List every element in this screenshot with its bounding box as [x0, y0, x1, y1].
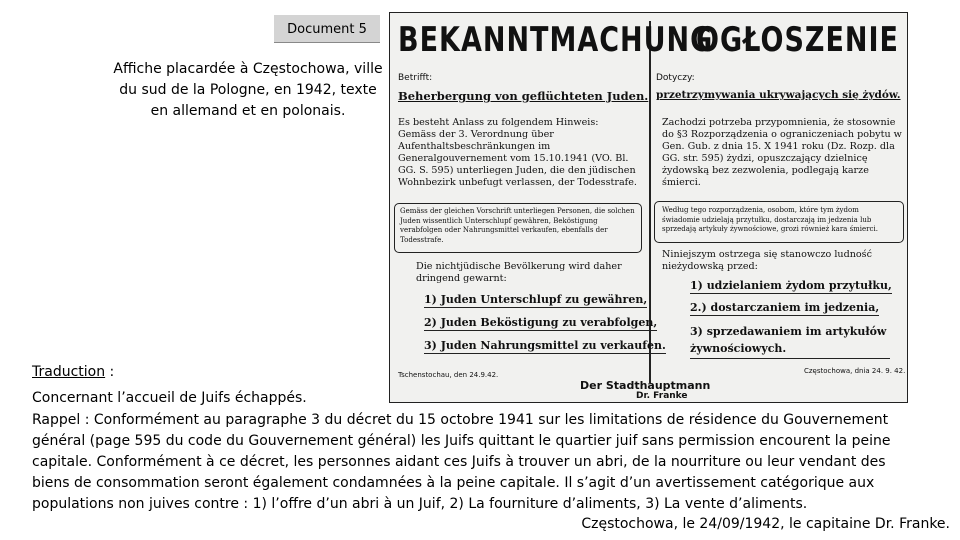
document-label: Document 5 [274, 15, 380, 43]
translation-body: Rappel : Conformément au paragraphe 3 du décret du 15 octobre 1941 sur les limitations de résidence du Gouvernement général (page 595 du code du Gouvernement général) les Juifs quittant le quartier juif sans permission encourent la peine capitale. Conformément à ce décret, les personnes aidant ces Juifs à trouver un abri, de la nourriture ou leur vendant des biens de consommation seront également condamnées à la peine capitale. Il s’agit d’un avertissement catégorique aux populations non juives contre : 1) l’offre d’un abri à un Juif, 2) La fourniture d’aliments, 3) La vente d’aliments. [32, 412, 891, 512]
poster-image [389, 12, 908, 403]
polish-warning: Niniejszym ostrzega się stanowczo ludność nieżydowską przed: [662, 249, 872, 272]
german-item-3: 3) Juden Nahrungsmittel zu verkaufen. [424, 339, 666, 352]
german-subject-label: Betrifft: [398, 73, 433, 83]
translation-label-text: Traduction [32, 364, 106, 380]
polish-intro: Zachodzi potrzeba przypomnienia, że stosownie do §3 Rozporządzenia o ograniczeniach pobytu w Gen. Gub. z dnia 15. X 1941 roku (Dz. Rozp. dla GG. str. 595) żydzi, opuszczający dzielnicę żydowską bez zezwolenia, podlegają karze śmierci. [662, 117, 902, 188]
poster-signature-title: Der Stadthauptmann [580, 379, 711, 392]
german-footer: Tschenstochau, den 24.9.42. [398, 371, 499, 379]
polish-title: OGŁOSZENIE [696, 21, 899, 60]
polish-footer: Częstochowa, dnia 24. 9. 42. [804, 367, 906, 375]
polish-item-3: 3) sprzedawaniem im artykułów żywnościowych. [690, 323, 890, 359]
polish-boxed-text: Według tego rozporządzenia, osobom, które tym żydom świadomie udzielają przytułku, dostarczają im jedzenia lub sprzedają artykuły żywnościowe, grozi również kara śmierci. [662, 206, 878, 233]
poster-caption: Affiche placardée à Częstochowa, ville du sud de la Pologne, en 1942, texte en allemand et en polonais. [113, 61, 383, 119]
polish-subject: przetrzymywania ukrywających się żydów. [656, 89, 901, 101]
translation-label [32, 364, 114, 380]
polish-item-1: 1) udzielaniem żydom przytułku, [690, 279, 892, 292]
translation-heading: Concernant l’accueil de Juifs échappés. [32, 390, 307, 406]
translation-label-suffix: : [105, 364, 115, 380]
german-item-1: 1) Juden Unterschlupf zu gewähren, [424, 293, 648, 306]
german-boxed-text: Gemäss der gleichen Vorschrift unterliegen Personen, die solchen Juden wissentlich Unterschlupf gewähren, Beköstigung verabfolgen oder Nahrungsmittel verkaufen, ebenfalls der Todesstrafe. [400, 207, 635, 244]
polish-item-2: 2.) dostarczaniem im jedzenia, [690, 301, 880, 314]
polish-subject-label: Dotyczy: [656, 73, 695, 83]
german-intro: Es besteht Anlass zu folgendem Hinweis: Gemäss der 3. Verordnung über Aufenthaltsbeschränkungen im Generalgouvernement vom 15.10.1941 (VO. Bl. GG. S. 595) unterliegen Juden, die den jüdischen Wohnbezirk unbefugt verlassen, der Todesstrafe. [398, 117, 637, 188]
german-item-2: 2) Juden Beköstigung zu verabfolgen, [424, 316, 658, 329]
german-warning: Die nichtjüdische Bevölkerung wird daher dringend gewarnt: [416, 261, 622, 284]
translation-signature: Częstochowa, le 24/09/1942, le capitaine Dr. Franke. [581, 516, 950, 532]
poster-signature-name: Dr. Franke [636, 391, 688, 401]
german-title: BEKANNTMACHUNG [398, 21, 714, 60]
german-subject: Beherbergung von geflüchteten Juden. [398, 89, 649, 103]
